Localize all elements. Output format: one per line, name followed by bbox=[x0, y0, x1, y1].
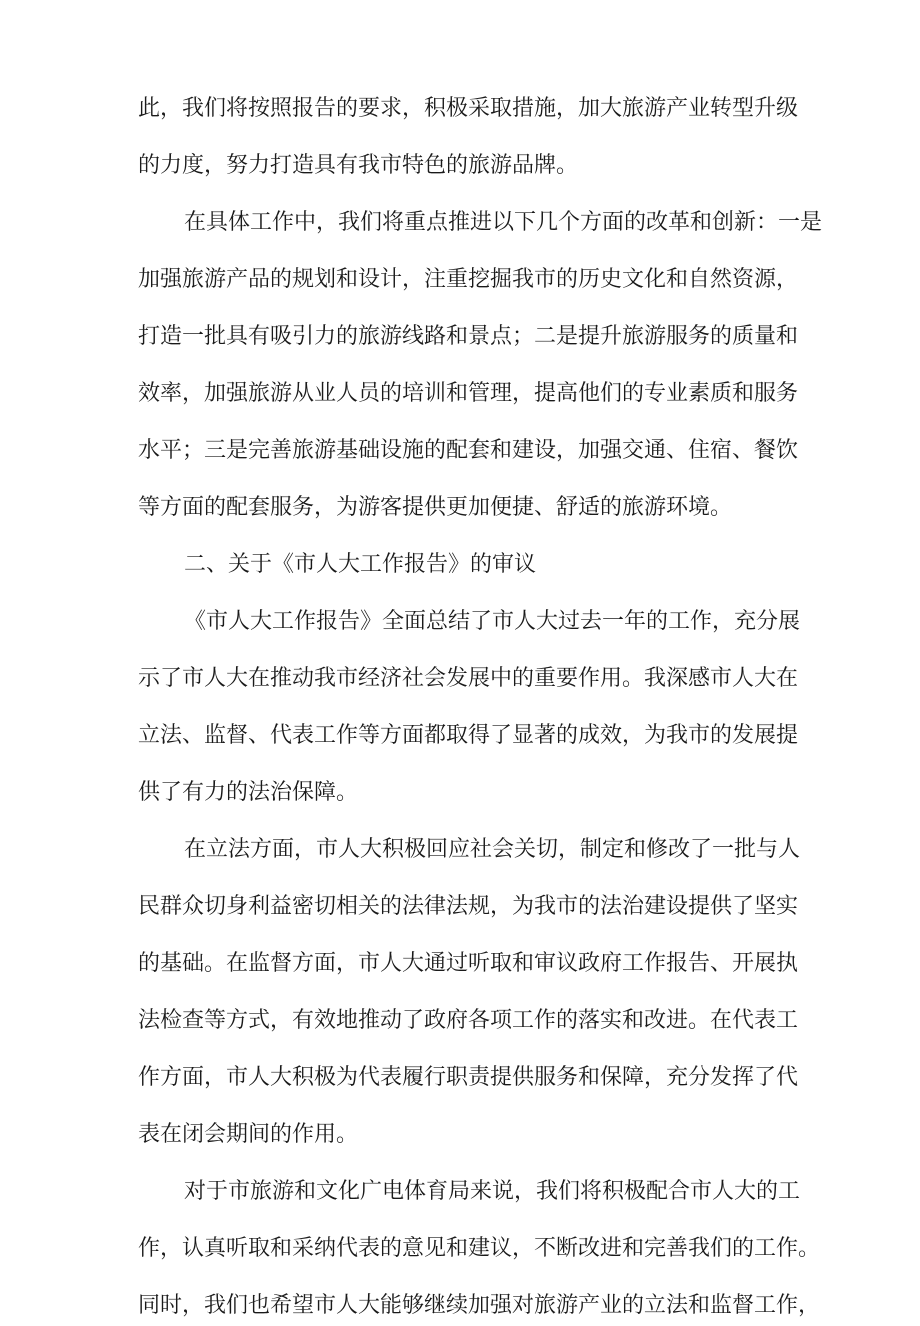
text-line: 表在闭会期间的作用。 bbox=[138, 1122, 359, 1147]
text-line: 等方面的配套服务，为游客提供更加便捷、舒适的旅游环境。 bbox=[138, 495, 733, 520]
text-line: 民群众切身利益密切相关的法律法规，为我市的法治建设提供了坚实 bbox=[138, 894, 799, 919]
paragraph-first-line: 在立法方面，市人大积极回应社会关切，制定和修改了一批与人 bbox=[184, 837, 801, 862]
paragraph-first-line: 在具体工作中，我们将重点推进以下几个方面的改革和创新：一是 bbox=[184, 210, 823, 235]
text-line: 法检查等方式，有效地推动了政府各项工作的落实和改进。在代表工 bbox=[138, 1008, 799, 1033]
text-line: 此，我们将按照报告的要求，积极采取措施，加大旅游产业转型升级 bbox=[138, 96, 799, 121]
text-line: 效率，加强旅游从业人员的培训和管理，提高他们的专业素质和服务 bbox=[138, 381, 799, 406]
section-heading: 二、关于《市人大工作报告》的审议 bbox=[184, 552, 537, 577]
text-line: 加强旅游产品的规划和设计，注重挖掘我市的历史文化和自然资源， bbox=[138, 267, 799, 292]
text-line: 的基础。在监督方面，市人大通过听取和审议政府工作报告、开展执 bbox=[138, 951, 799, 976]
text-line: 同时，我们也希望市人大能够继续加强对旅游产业的立法和监督工作， bbox=[138, 1293, 821, 1318]
text-line: 水平；三是完善旅游基础设施的配套和建设，加强交通、住宿、餐饮 bbox=[138, 438, 799, 463]
paragraph-first-line: 对于市旅游和文化广电体育局来说，我们将积极配合市人大的工 bbox=[184, 1179, 801, 1204]
text-line: 的力度，努力打造具有我市特色的旅游品牌。 bbox=[138, 153, 579, 178]
paragraph-first-line: 《市人大工作报告》全面总结了市人大过去一年的工作，充分展 bbox=[184, 609, 801, 634]
text-line: 作方面，市人大积极为代表履行职责提供服务和保障，充分发挥了代 bbox=[138, 1065, 799, 1090]
text-line: 供了有力的法治保障。 bbox=[138, 780, 359, 805]
text-line: 立法、监督、代表工作等方面都取得了显著的成效，为我市的发展提 bbox=[138, 723, 799, 748]
text-line: 打造一批具有吸引力的旅游线路和景点；二是提升旅游服务的质量和 bbox=[138, 324, 799, 349]
text-line: 作，认真听取和采纳代表的意见和建议，不断改进和完善我们的工作。 bbox=[138, 1236, 821, 1261]
text-line: 示了市人大在推动我市经济社会发展中的重要作用。我深感市人大在 bbox=[138, 666, 799, 691]
